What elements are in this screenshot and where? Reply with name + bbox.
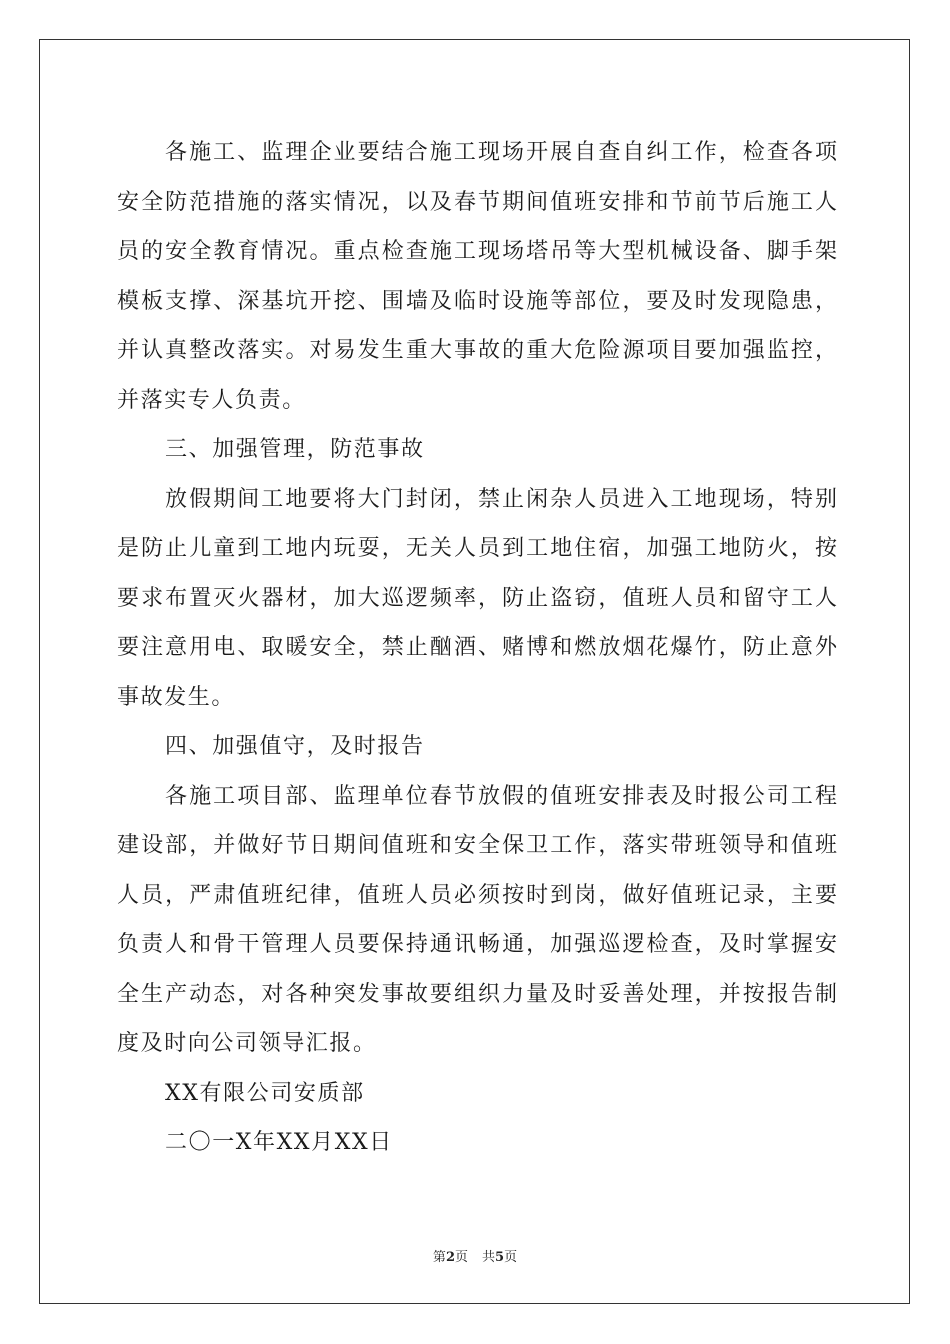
text-line: 各施工、监理企业要结合施工现场开展自查自纠工作，检查各项 — [165, 140, 837, 165]
text-line: 建设部，并做好节日期间值班和安全保卫工作，落实带班领导和值班 — [117, 833, 837, 858]
section-heading: 三、加强管理，防范事故 — [165, 437, 425, 462]
text-line: 事故发生。 — [117, 684, 236, 710]
text-line: 安全防范措施的落实情况，以及春节期间值班安排和节前节后施工人 — [117, 189, 837, 215]
current-page-number: 2 — [445, 1250, 455, 1265]
section-heading: 四、加强值守，及时报告 — [165, 734, 425, 759]
paragraph — [117, 475, 837, 723]
text-line: 是防止儿童到工地内玩耍，无关人员到工地住宿，加强工地防火，按 — [117, 536, 837, 561]
page-label-suffix: 页 — [454, 1250, 468, 1265]
text-line: 员的安全教育情况。重点检查施工现场塔吊等大型机械设备、脚手架 — [117, 239, 837, 264]
text-line: 并认真整改落实。对易发生重大事故的重大危险源项目要加强监控， — [117, 338, 837, 363]
paragraph — [117, 772, 837, 1069]
text-line: 放假期间工地要将大门封闭，禁止闲杂人员进入工地现场，特别 — [165, 486, 837, 512]
document-body — [117, 128, 837, 1168]
page-label-prefix: 第 — [432, 1250, 446, 1265]
text-line: 人员，严肃值班纪律，值班人员必须按时到岗，做好值班记录，主要 — [117, 882, 837, 908]
text-line: 要注意用电、取暖安全，禁止酗酒、赌博和燃放烟花爆竹，防止意外 — [117, 635, 837, 660]
total-label-prefix: 共 — [482, 1250, 496, 1265]
paragraph — [117, 128, 837, 425]
text-line: 各施工项目部、监理单位春节放假的值班安排表及时报公司工程 — [165, 783, 837, 809]
signature-date: 二〇一X年XX月XX日 — [165, 1130, 393, 1155]
text-line: 要求布置灭火器材，加大巡逻频率，防止盗窃，值班人员和留守工人 — [117, 585, 837, 611]
total-label-suffix: 页 — [504, 1250, 518, 1265]
total-page-count: 5 — [495, 1250, 505, 1265]
text-line: 全生产动态，对各种突发事故要组织力量及时妥善处理，并按报告制 — [117, 981, 837, 1007]
signature-organization: XX有限公司安质部 — [165, 1080, 365, 1106]
text-line: 并落实专人负责。 — [117, 387, 306, 413]
page-footer — [0, 1246, 950, 1265]
text-line: 度及时向公司领导汇报。 — [117, 1031, 377, 1056]
text-line: 负责人和骨干管理人员要保持通讯畅通，加强巡逻检查，及时掌握安 — [117, 932, 837, 957]
text-line: 模板支撑、深基坑开挖、围墙及临时设施等部位，要及时发现隐患， — [117, 288, 837, 314]
